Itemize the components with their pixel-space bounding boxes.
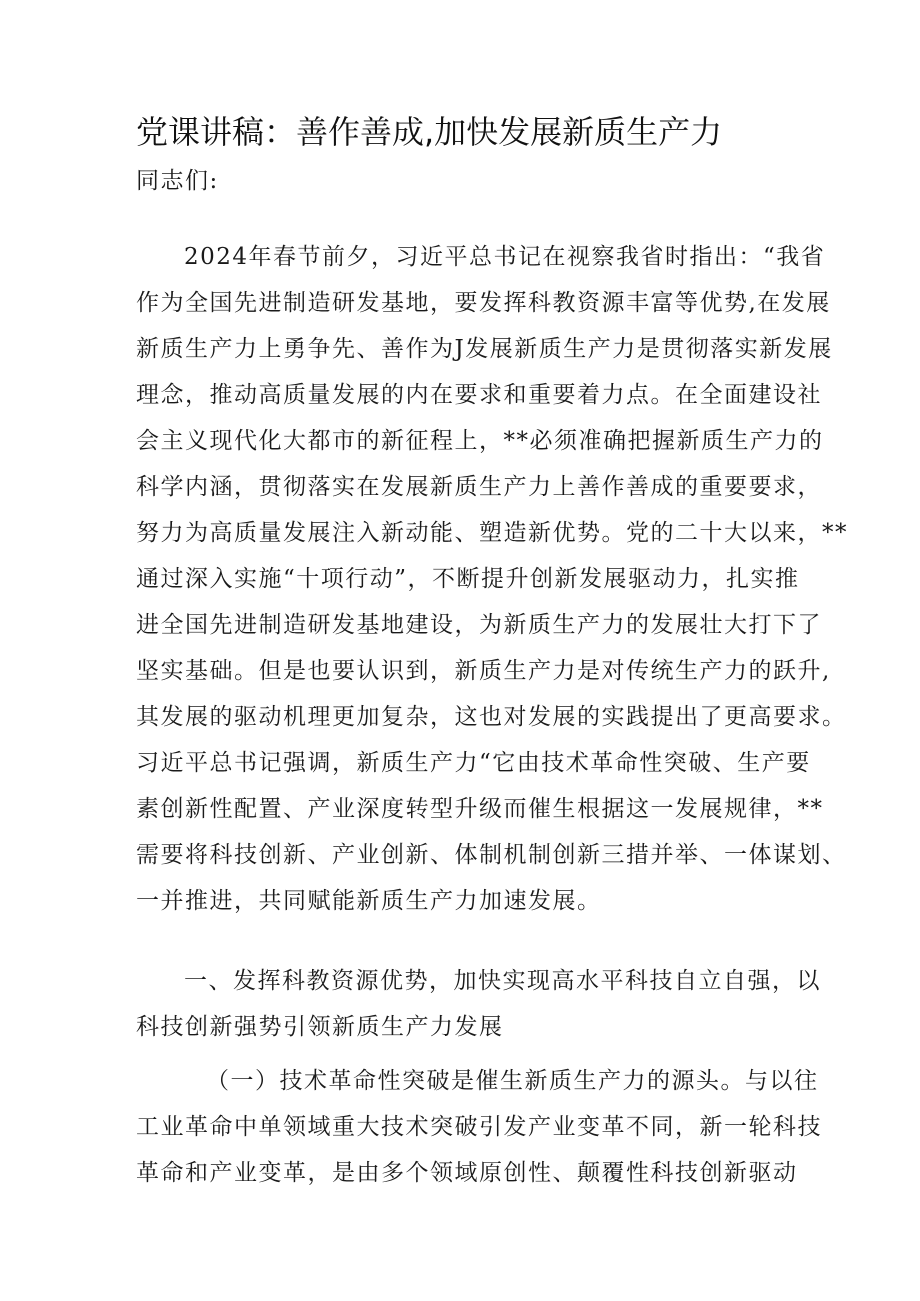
section-heading-1 bbox=[136, 958, 821, 1050]
salutation bbox=[136, 158, 796, 204]
paragraph-line: 革命和产业变革，是由多个领域原创性、颠覆性科技创新驱动 bbox=[136, 1160, 798, 1186]
paragraph-line: 2024年春节前夕，习近平总书记在视察我省时指出：“我省 bbox=[184, 244, 826, 270]
paragraph-line: 需要将科技创新、产业创新、体制机制创新三措并举、一体谋划、 bbox=[136, 842, 847, 868]
document-title: 党课讲稿：善作善成,加快发展新质生产力 bbox=[136, 113, 723, 151]
paragraph-line: 其发展的驱动机理更加复杂，这也对发展的实践提出了更高要求。 bbox=[136, 704, 847, 730]
heading-line: 科技创新强势引领新质生产力发展 bbox=[136, 1014, 504, 1040]
paragraph-line: 通过深入实施“十项行动”，不断提升创新发展驱动力，扎实推 bbox=[136, 566, 800, 592]
paragraph-line: 进全国先进制造研发基地建设，为新质生产力的发展壮大打下了 bbox=[136, 612, 822, 638]
paragraph-line: 努力为高质量发展注入新动能、塑造新优势。党的二十大以来，** bbox=[136, 520, 848, 546]
heading-line: 一、发挥科教资源优势，加快实现高水平科技自立自强，以 bbox=[184, 968, 821, 994]
paragraph-line: 一并推进，共同赋能新质生产力加速发展。 bbox=[136, 888, 602, 914]
salutation-line: 同志们: bbox=[136, 168, 219, 194]
paragraph-line: 习近平总书记强调，新质生产力“它由技术革命性突破、生产要 bbox=[136, 750, 811, 776]
paragraph-line: 新质生产力上勇争先、善作为J发展新质生产力是贯彻落实新发展 bbox=[136, 336, 833, 362]
paragraph-line: 理念，推动高质量发展的内在要求和重要着力点。在全面建设社 bbox=[136, 382, 822, 408]
paragraph-intro bbox=[136, 234, 848, 924]
paragraph-line: 坚实基础。但是也要认识到，新质生产力是对传统生产力的跃升, bbox=[136, 658, 831, 684]
paragraph-subsection-1 bbox=[136, 1058, 822, 1196]
paragraph-line: 科学内涵，贯彻落实在发展新质生产力上善作善成的重要要求， bbox=[136, 474, 822, 500]
paragraph-line: （一）技术革命性突破是催生新质生产力的源头。与以往 bbox=[206, 1068, 819, 1094]
paragraph-line: 素创新性配置、产业深度转型升级而催生根据这一发展规律，** bbox=[136, 796, 824, 822]
paragraph-line: 工业革命中单领域重大技术突破引发产业变革不同，新一轮科技 bbox=[136, 1114, 822, 1140]
paragraph-line: 会主义现代化大都市的新征程上，**必须准确把握新质生产力的 bbox=[136, 428, 824, 454]
paragraph-line: 作为全国先进制造研发基地，要发挥科教资源丰富等优势,在发展 bbox=[136, 290, 831, 316]
